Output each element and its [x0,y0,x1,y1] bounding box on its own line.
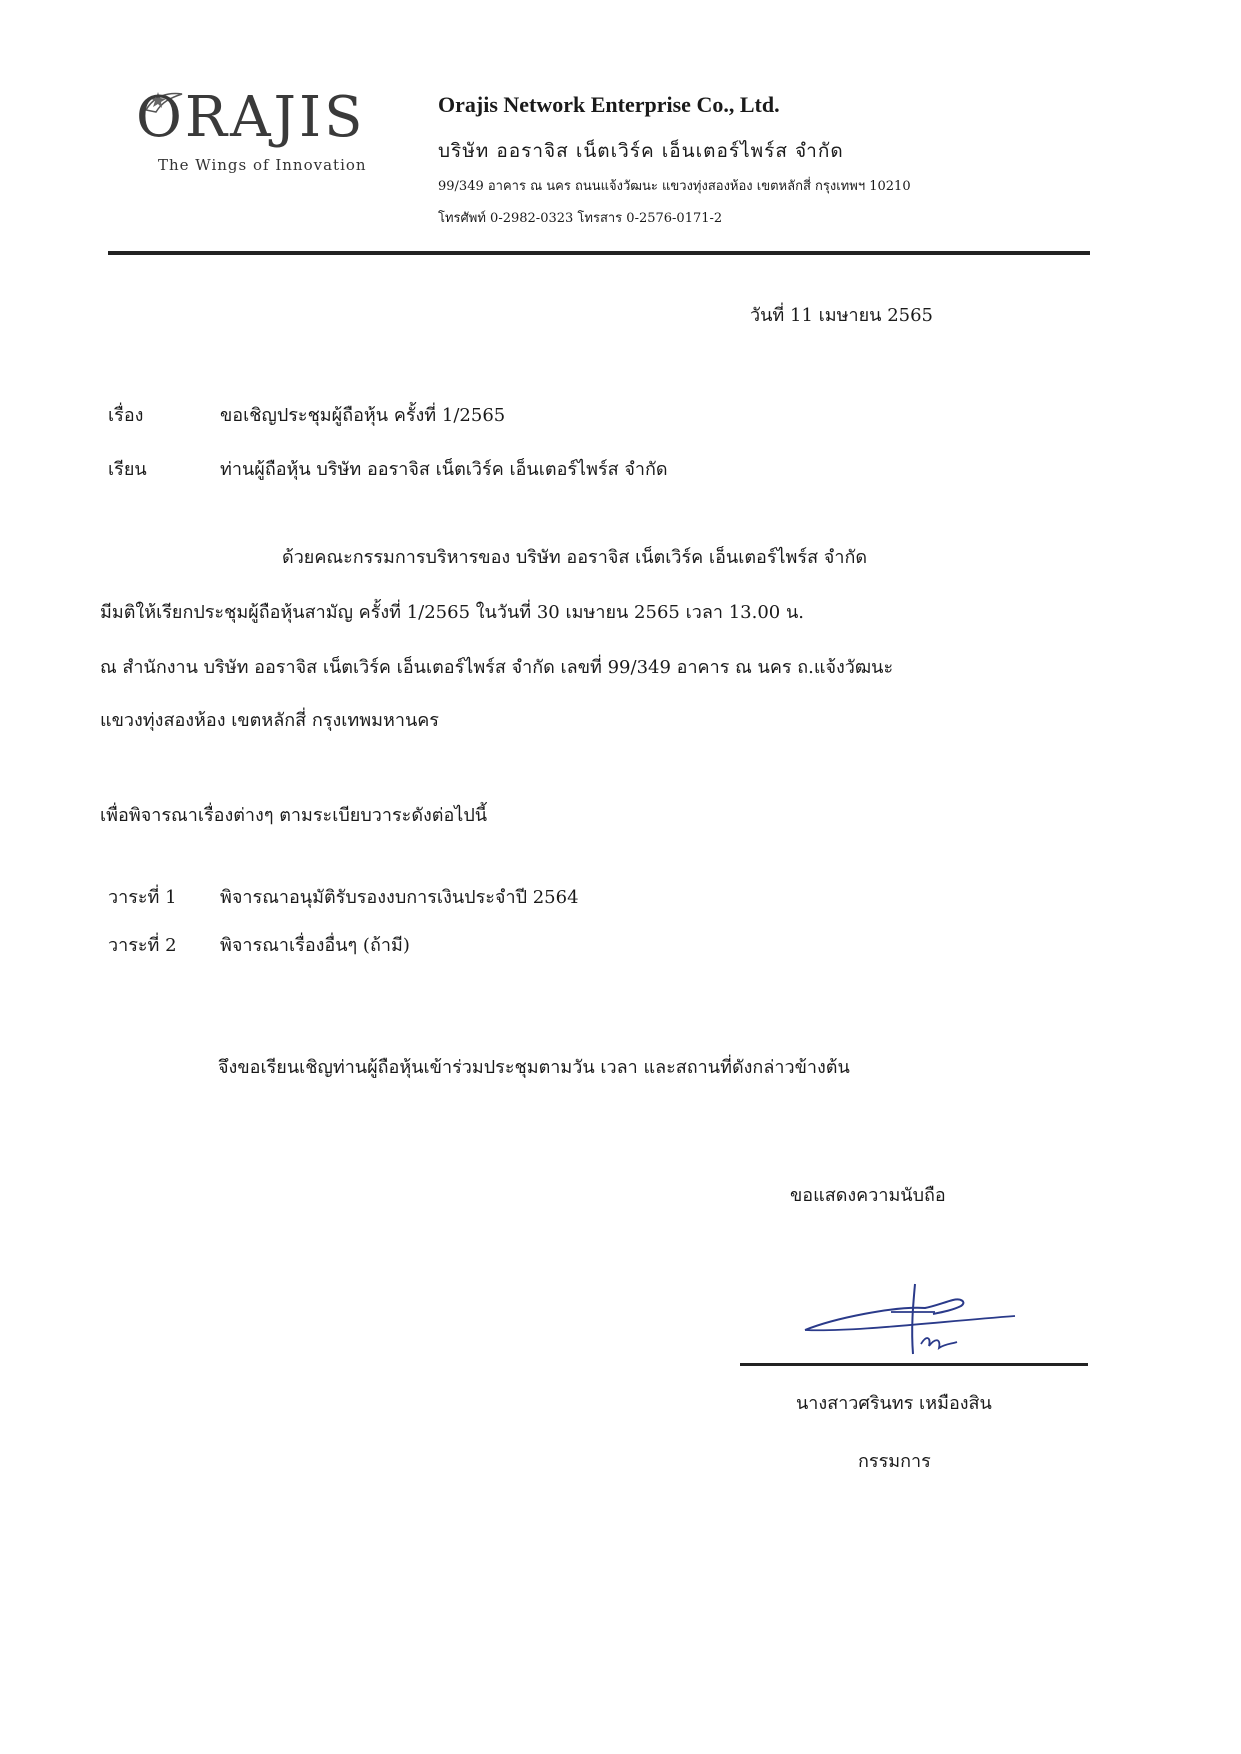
agenda-item-text: พิจารณาเรื่องอื่นๆ (ถ้ามี) [220,935,410,956]
closing-request: จึงขอเรียนเชิญท่านผู้ถือหุ้นเข้าร่วมประชุมตามวัน เวลา และสถานที่ดังกล่าวข้างต้น [218,1057,850,1078]
company-address: 99/349 อาคาร ณ นคร ถนนแจ้งวัฒนะ แขวงทุ่งสองห้อง เขตหลักสี่ กรุงเทพฯ 10210 [438,179,911,194]
agenda-intro: เพื่อพิจารณาเรื่องต่างๆ ตามระเบียบวาระดังต่อไปนี้ [100,805,488,826]
header-divider [108,251,1090,255]
signature-line [740,1363,1088,1366]
company-logo [136,84,396,184]
logo-tagline: The Wings of Innovation [158,156,367,174]
recipient-text: ท่านผู้ถือหุ้น บริษัท ออราจิส เน็ตเวิร์ค เอ็นเตอร์ไพร์ส จำกัด [220,459,668,480]
agenda-item-text: พิจารณาอนุมัติรับรองงบการเงินประจำปี 2564 [220,887,579,908]
subject-text: ขอเชิญประชุมผู้ถือหุ้น ครั้งที่ 1/2565 [220,405,506,426]
agenda-item-label: วาระที่ 2 [108,935,177,956]
logo-wordmark: ORAJIS [136,85,366,150]
letter-date: วันที่ 11 เมษายน 2565 [750,305,933,326]
subject-label: เรื่อง [108,405,144,426]
body-line: ณ สำนักงาน บริษัท ออราจิส เน็ตเวิร์ค เอ็นเตอร์ไพร์ส จำกัด เลขที่ 99/349 อาคาร ณ นคร ถ.แจ้งวัฒนะ [100,657,894,678]
signer-title: กรรมการ [858,1451,931,1472]
body-line: แขวงทุ่งสองห้อง เขตหลักสี่ กรุงเทพมหานคร [100,710,439,731]
recipient-label: เรียน [108,459,147,480]
company-name-th: บริษัท ออราจิส เน็ตเวิร์ค เอ็นเตอร์ไพร์ส จำกัด [438,140,844,162]
signature-image [795,1272,1025,1362]
body-line: มีมติให้เรียกประชุมผู้ถือหุ้นสามัญ ครั้งที่ 1/2565 ในวันที่ 30 เมษายน 2565 เวลา 13.00 น. [100,602,804,623]
body-line: ด้วยคณะกรรมการบริหารของ บริษัท ออราจิส เน็ตเวิร์ค เอ็นเตอร์ไพร์ส จำกัด [282,547,868,568]
agenda-item-label: วาระที่ 1 [108,887,177,908]
complimentary-close: ขอแสดงความนับถือ [790,1185,946,1206]
company-contact: โทรศัพท์ 0-2982-0323 โทรสาร 0-2576-0171-2 [438,211,723,226]
company-name-en: Orajis Network Enterprise Co., Ltd. [438,92,780,117]
signer-name: นางสาวศรินทร เหมืองสิน [796,1393,992,1414]
